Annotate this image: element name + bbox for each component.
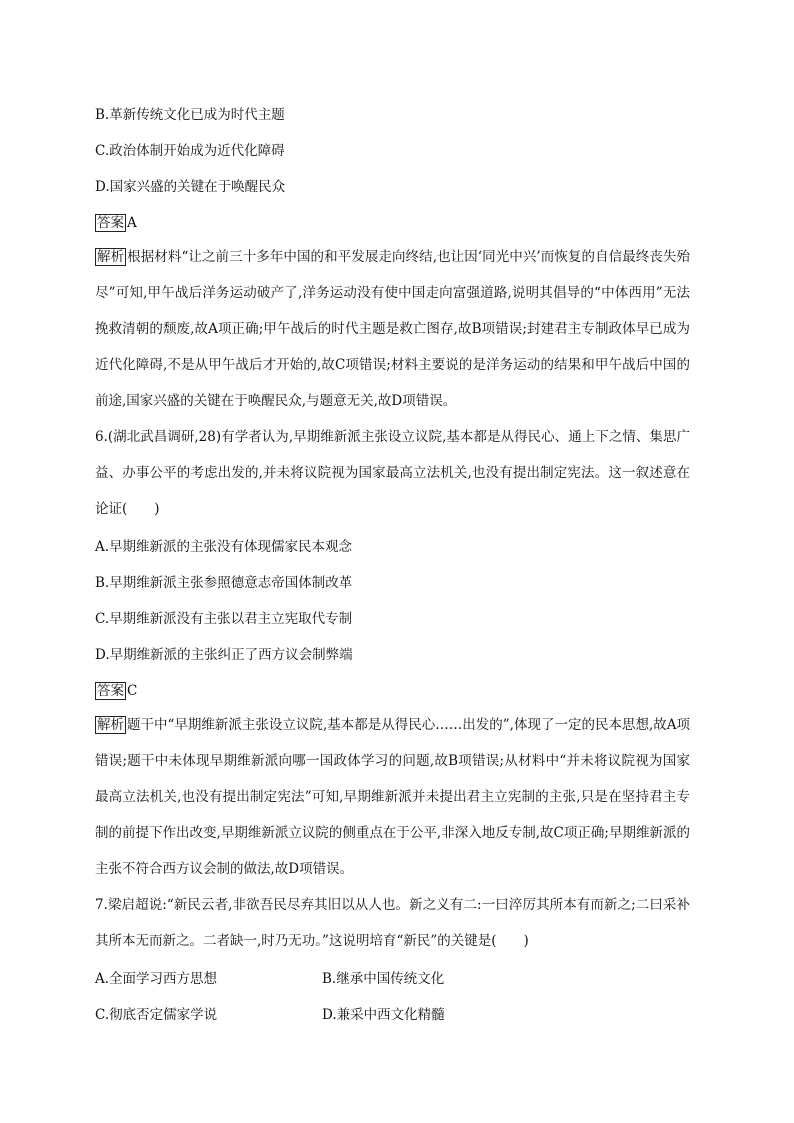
q6-option-c: C.早期维新派没有主张以君主立宪取代专制 xyxy=(95,611,353,627)
q7-option-d: D.兼采中西文化精髓 xyxy=(322,1007,445,1023)
analysis-text: 根据材料“让之前三十多年中国的和平发展走向终结,也让因‘同光中兴’而恢复的自信最终丧失殆尽”可知,甲午战后洋务运动破产了,洋务运动没有使中国走向富强道路,说明其倡导的“中体西用”无法挽救清朝的颓废,故A项正确;甲午战后的时代主题是救亡图存,故B项错误;封建君主专制政体早已成为近代化障碍,不是从甲午战后才开始的,故C项错误;材料主要说的是洋务运动的结果和甲午战后中国的前途,国家兴盛的关键在于唤醒民众,与题意无关,故D项错误。 xyxy=(95,249,691,409)
answer-label: 答案 xyxy=(97,215,124,231)
q7-stem: 7.梁启超说:“新民云者,非欲吾民尽弃其旧以从人也。新之义有二:一曰淬厉其所本有而新之;二曰采补其所本无而新之。二者缺一,时乃无功。”这说明培育“新民”的关键是( ) xyxy=(95,897,690,949)
answer-label: 答案 xyxy=(97,683,124,699)
q7-option-b: B.继承中国传统文化 xyxy=(322,971,445,987)
analysis-label: 解析 xyxy=(97,249,125,265)
analysis-text: 题干中“早期维新派主张设立议院,基本都是从得民心……出发的”,体现了一定的民本思想,故A项错误;题干中未体现早期维新派向哪一国政体学习的问题,故B项错误;从材料中“并未将议院视为国家最高立法机关,也没有提出制定宪法”可知,早期维新派并未提出君主立宪制的主张,只是在坚持君主专制的前提下作出改变,早期维新派立议院的侧重点在于公平,非深入地反专制,故C项正确;早期维新派的主张不符合西方议会制的做法,故D项错误。 xyxy=(95,717,691,877)
q7-option-a: A.全面学习西方思想 xyxy=(95,971,218,987)
q6-option-d: D.早期维新派的主张纠正了西方议会制弊端 xyxy=(95,647,353,663)
q5-option-b: B.革新传统文化已成为时代主题 xyxy=(95,107,285,123)
q5-option-c: C.政治体制开始成为近代化障碍 xyxy=(95,143,285,159)
q5-analysis xyxy=(95,239,690,419)
q6-option-b: B.早期维新派主张参照德意志帝国体制改革 xyxy=(95,575,353,591)
q6-option-a: A.早期维新派的主张没有体现儒家民本观念 xyxy=(95,539,353,555)
q6-analysis xyxy=(95,707,690,887)
q6-answer xyxy=(95,681,137,701)
q5-option-d: D.国家兴盛的关键在于唤醒民众 xyxy=(95,179,286,195)
analysis-label: 解析 xyxy=(97,717,125,733)
q7-option-c: C.彻底否定儒家学说 xyxy=(95,1007,218,1023)
q5-answer xyxy=(95,213,137,233)
q6-stem: 6.(湖北武昌调研,28)有学者认为,早期维新派主张设立议院,基本都是从得民心、通上下之情、集思广益、办事公平的考虑出发的,并未将议院视为国家最高立法机关,也没有提出制定宪法。这一叙述意在论证( ) xyxy=(95,429,690,517)
answer-value: A xyxy=(127,215,137,231)
answer-value: C xyxy=(127,683,138,699)
